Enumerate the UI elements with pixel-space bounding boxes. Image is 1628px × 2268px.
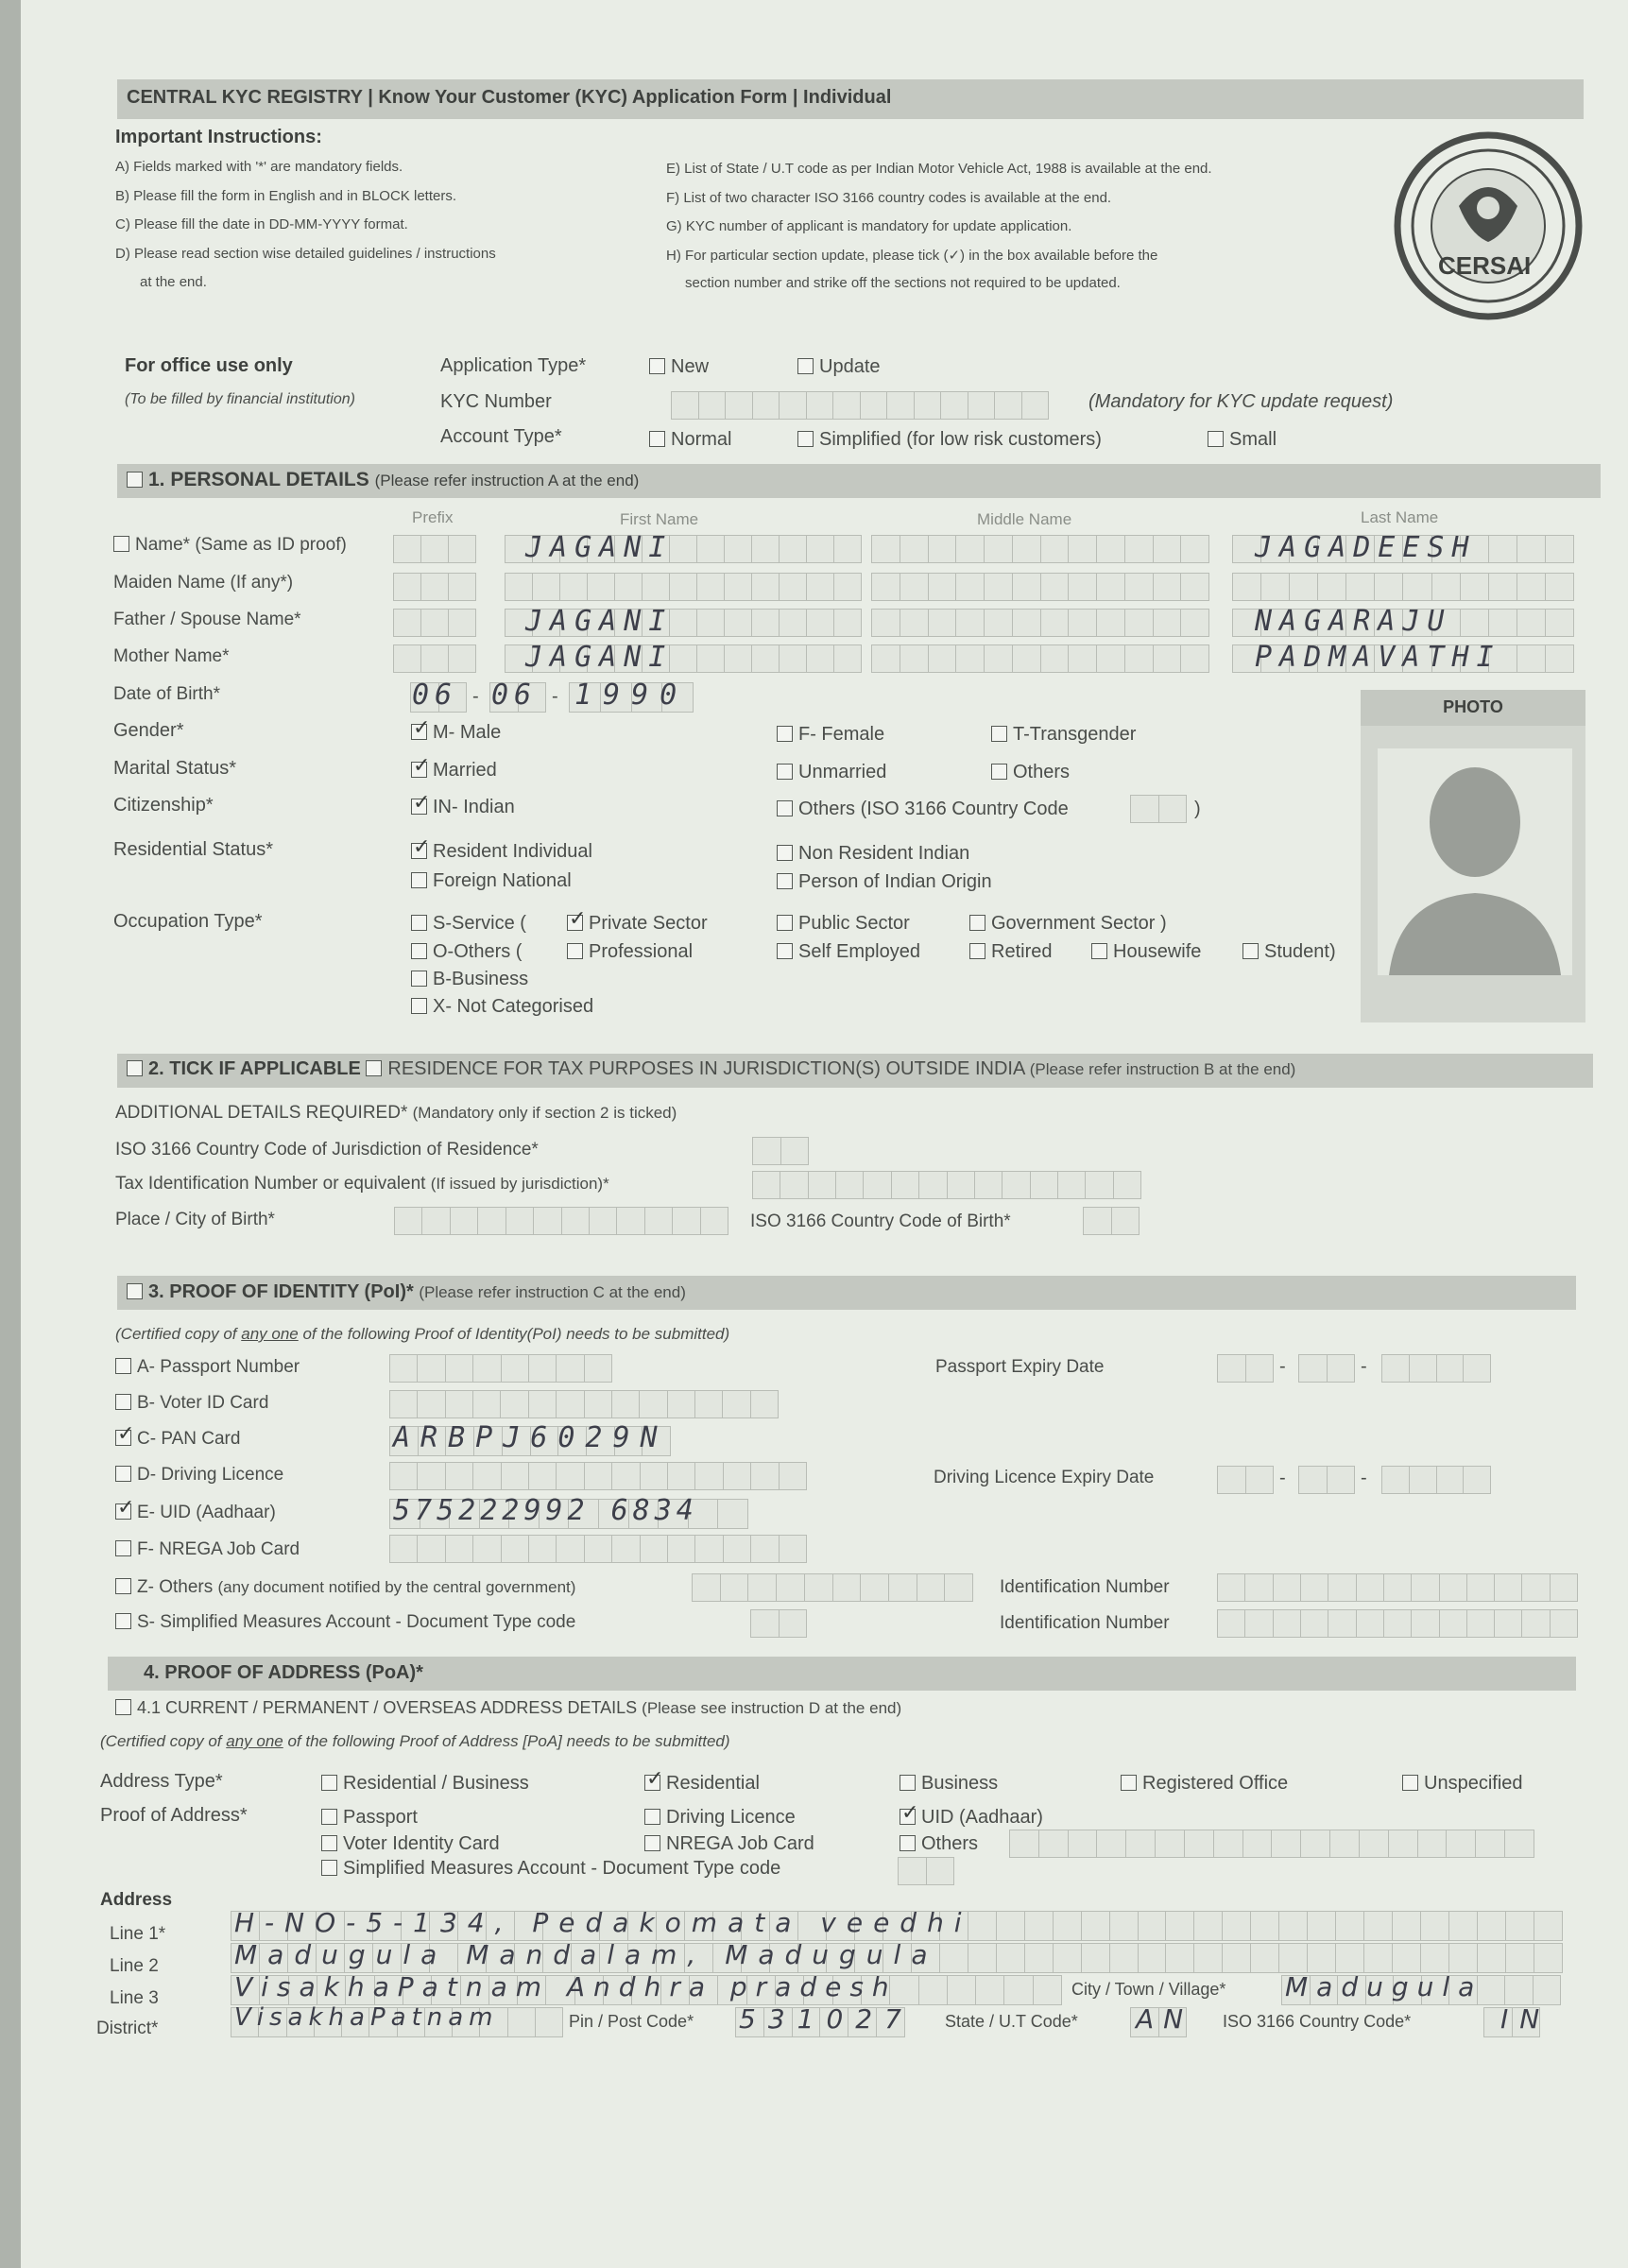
line2-value: Madugula Mandalam, Madugula <box>234 1939 938 1970</box>
update-option[interactable] <box>797 356 881 378</box>
address-type-label: Address Type* <box>100 1771 223 1792</box>
additional-label: ADDITIONAL DETAILS REQUIRED* <box>115 1103 408 1123</box>
nrega-checkbox[interactable] <box>115 1540 131 1556</box>
dob-sep-2: - <box>552 686 558 707</box>
father-middle-grid[interactable] <box>871 609 1209 637</box>
tin-grid[interactable] <box>752 1171 1141 1199</box>
dob-sep-1: - <box>472 686 479 707</box>
father-prefix-grid[interactable] <box>393 609 476 637</box>
poa-passport-checkbox[interactable] <box>321 1809 337 1825</box>
form-title: CENTRAL KYC REGISTRY | Know Your Customer (KYC) Application Form | Individual <box>127 87 892 108</box>
passport-expiry-sep-1: - <box>1279 1356 1286 1377</box>
sma-label: S- Simplified Measures Account - Document Type code <box>137 1612 576 1632</box>
line1-label: Line 1* <box>110 1924 166 1944</box>
dl-row <box>115 1465 283 1486</box>
poa-voter-option[interactable] <box>321 1833 500 1855</box>
address-heading: Address <box>100 1890 173 1910</box>
dl-expiry-sep-1: - <box>1279 1468 1286 1488</box>
passport-row <box>115 1357 300 1378</box>
nri-checkbox[interactable] <box>777 845 793 861</box>
name-label-row <box>113 535 347 556</box>
sma-checkbox[interactable] <box>115 1613 131 1629</box>
gender-label: Gender* <box>113 720 184 741</box>
city-label: City / Town / Village* <box>1071 1980 1226 1999</box>
update-label: Update <box>819 356 881 377</box>
line3-value: VisakhaPatnam Andhra pradesh <box>234 1971 898 2002</box>
office-use-label: For office use only <box>125 355 293 376</box>
name-label: Name* (Same as ID proof) <box>135 535 347 555</box>
residence-checkbox[interactable] <box>366 1060 382 1076</box>
section3-sub-3: of the following Proof of Identity(PoI) needs to be submitted) <box>302 1325 730 1343</box>
retired-checkbox[interactable] <box>969 943 985 959</box>
reg-office-checkbox[interactable] <box>1121 1775 1137 1791</box>
section2-checkbox[interactable] <box>127 1060 143 1076</box>
poa-others-option[interactable] <box>900 1833 978 1855</box>
residential-label: Residential Status* <box>113 839 273 860</box>
iso-jurisdiction-label: ISO 3166 Country Code of Jurisdiction of Residence* <box>115 1140 539 1160</box>
student-checkbox[interactable] <box>1242 943 1259 959</box>
iso-country-label: ISO 3166 Country Code* <box>1223 2012 1412 2031</box>
dl-checkbox[interactable] <box>115 1466 131 1482</box>
nrega-label: F- NREGA Job Card <box>137 1539 300 1559</box>
poa-nrega-checkbox[interactable] <box>644 1835 660 1851</box>
section41-title <box>115 1698 901 1718</box>
additional-details <box>115 1103 677 1124</box>
pio-checkbox[interactable] <box>777 873 793 889</box>
o-others-checkbox[interactable] <box>411 943 427 959</box>
dob-mm-value: 06 <box>491 679 538 712</box>
section2-title-text: 2. TICK IF APPLICABLE <box>148 1058 361 1079</box>
residence-label: RESIDENCE FOR TAX PURPOSES IN JURISDICTION(S) OUTSIDE INDIA <box>387 1058 1025 1079</box>
pin-label: Pin / Post Code* <box>569 2012 694 2031</box>
self-employed-option[interactable] <box>777 941 920 963</box>
housewife-checkbox[interactable] <box>1091 943 1107 959</box>
account-type-label: Account Type* <box>440 426 562 447</box>
professional-label: Professional <box>589 941 694 962</box>
mother-first-value: JAGANI <box>525 641 674 674</box>
section3-sub <box>115 1325 729 1344</box>
service-checkbox[interactable] <box>411 915 427 931</box>
poa-others-checkbox[interactable] <box>900 1835 916 1851</box>
sma-ident-label: Identification Number <box>1000 1613 1170 1633</box>
z-ident-grid[interactable] <box>1217 1573 1578 1602</box>
poa-nrega-option[interactable] <box>644 1833 814 1855</box>
poa-sma-checkbox[interactable] <box>321 1860 337 1876</box>
tin-label-row <box>115 1174 609 1194</box>
normal-label: Normal <box>671 429 732 450</box>
res-bus-option[interactable] <box>321 1773 529 1795</box>
uid-label: E- UID (Aadhaar) <box>137 1503 276 1522</box>
service-option[interactable] <box>411 913 526 935</box>
z-others-grid[interactable] <box>692 1573 973 1602</box>
z-others-note: (any document notified by the central government) <box>217 1578 576 1596</box>
poa-passport-option[interactable] <box>321 1807 418 1829</box>
male-label: M- Male <box>433 722 502 743</box>
uid-checkbox[interactable] <box>115 1503 131 1520</box>
sma-doc-code-grid[interactable] <box>750 1609 807 1638</box>
section4-title: 4. PROOF OF ADDRESS (PoA)* <box>144 1662 423 1683</box>
tin-note: (If issued by jurisdiction)* <box>430 1175 609 1193</box>
cersai-logo <box>1393 130 1584 321</box>
transgender-label: T-Transgender <box>1013 724 1137 745</box>
iso-birth-label: ISO 3166 Country Code of Birth* <box>750 1211 1011 1231</box>
citizen-others-option[interactable] <box>777 799 1069 820</box>
citizen-close-paren: ) <box>1194 799 1201 819</box>
col-last-name: Last Name <box>1361 508 1439 526</box>
poa-sma-option[interactable] <box>321 1858 780 1880</box>
professional-option[interactable] <box>567 941 693 963</box>
additional-note: (Mandatory only if section 2 is ticked) <box>412 1104 677 1122</box>
district-label: District* <box>96 2019 159 2038</box>
business-addr-option[interactable] <box>900 1773 998 1795</box>
father-first-value: JAGANI <box>525 605 674 638</box>
kyc-note: (Mandatory for KYC update request) <box>1088 391 1394 412</box>
marital-others-option[interactable] <box>991 762 1070 783</box>
poa-dl-label: Driving Licence <box>666 1807 796 1828</box>
section41-note: (Please see instruction D at the end) <box>642 1699 902 1717</box>
self-employed-checkbox[interactable] <box>777 943 793 959</box>
name-last-value: JAGADEESH <box>1255 531 1477 564</box>
maiden-last-grid[interactable] <box>1232 573 1574 601</box>
passport-expiry-mm[interactable] <box>1298 1354 1355 1383</box>
o-others-label: O-Others ( <box>433 941 523 962</box>
section1-checkbox[interactable] <box>127 472 143 488</box>
simplified-label: Simplified (for low risk customers) <box>819 429 1102 450</box>
dl-label: D- Driving Licence <box>137 1465 284 1485</box>
kyc-number-grid[interactable] <box>671 391 1049 420</box>
mother-prefix-grid[interactable] <box>393 644 476 673</box>
passport-expiry-label: Passport Expiry Date <box>935 1357 1105 1377</box>
z-others-label: Z- Others <box>137 1577 214 1597</box>
dl-expiry-dd[interactable] <box>1217 1466 1274 1494</box>
transgender-checkbox[interactable] <box>991 726 1007 742</box>
indian-label: IN- Indian <box>433 797 515 817</box>
kyc-form-page <box>21 0 1628 2268</box>
section2-title <box>127 1058 1295 1080</box>
instruction-b: B) Please fill the form in English and in BLOCK letters. <box>115 188 456 204</box>
marital-others-checkbox[interactable] <box>991 764 1007 780</box>
passport-expiry-yyyy[interactable] <box>1381 1354 1491 1383</box>
sma-ident-grid[interactable] <box>1217 1609 1578 1638</box>
instruction-h: H) For particular section update, please tick (✓) in the box available before the <box>666 248 1158 264</box>
iso-country-value: IN <box>1500 2003 1551 2035</box>
col-prefix: Prefix <box>412 508 454 526</box>
district-value: VisakhaPatnam <box>234 2003 499 2032</box>
tin-label: Tax Identification Number or equivalent <box>115 1174 426 1194</box>
poa-dl-checkbox[interactable] <box>644 1809 660 1825</box>
male-checkbox[interactable] <box>411 724 427 740</box>
notcat-label: X- Not Categorised <box>433 996 594 1017</box>
section3-title <box>127 1281 686 1303</box>
transgender-option[interactable] <box>991 724 1136 746</box>
govt-option[interactable] <box>969 913 1167 935</box>
resident-option[interactable] <box>411 841 592 863</box>
voter-label: B- Voter ID Card <box>137 1393 269 1413</box>
nri-option[interactable] <box>777 843 969 865</box>
normal-option[interactable] <box>649 429 731 451</box>
resident-label: Resident Individual <box>433 841 592 862</box>
maiden-middle-grid[interactable] <box>871 573 1209 601</box>
father-label: Father / Spouse Name* <box>113 610 301 629</box>
section4-cert-1: (Certified copy of <box>100 1732 222 1750</box>
res-bus-checkbox[interactable] <box>321 1775 337 1791</box>
male-option[interactable] <box>411 722 501 744</box>
citizen-others-label: Others (ISO 3166 Country Code <box>798 799 1069 819</box>
uid-row <box>115 1503 276 1523</box>
maiden-prefix-grid[interactable] <box>393 573 476 601</box>
nri-label: Non Resident Indian <box>798 843 970 864</box>
z-ident-label: Identification Number <box>1000 1577 1170 1597</box>
business-label: B-Business <box>433 969 529 989</box>
passport-checkbox[interactable] <box>115 1358 131 1374</box>
female-label: F- Female <box>798 724 885 745</box>
new-checkbox[interactable] <box>649 358 665 374</box>
col-first-name: First Name <box>620 510 699 528</box>
marital-label: Marital Status* <box>113 758 237 779</box>
new-label: New <box>671 356 710 377</box>
small-option[interactable] <box>1208 429 1277 451</box>
private-label: Private Sector <box>589 913 708 934</box>
poa-sma-label: Simplified Measures Account - Document Type code <box>343 1858 781 1879</box>
place-birth-grid[interactable] <box>394 1207 728 1235</box>
dob-yyyy-value: 1990 <box>574 679 689 712</box>
pan-value: ARBPJ6029N <box>393 1421 668 1454</box>
name-checkbox[interactable] <box>113 536 129 552</box>
resident-checkbox[interactable] <box>411 843 427 859</box>
residential-addr-label: Residential <box>666 1773 760 1794</box>
kyc-number-label: KYC Number <box>440 391 552 412</box>
instruction-c: C) Please fill the date in DD-MM-YYYY format. <box>115 216 408 232</box>
dl-expiry-mm[interactable] <box>1298 1466 1355 1494</box>
unmarried-label: Unmarried <box>798 762 887 782</box>
instruction-h-cont: section number and strike off the sections not required to be updated. <box>685 275 1121 291</box>
nrega-grid[interactable] <box>389 1535 807 1563</box>
business-addr-checkbox[interactable] <box>900 1775 916 1791</box>
dl-expiry-yyyy[interactable] <box>1381 1466 1491 1494</box>
marital-others-label: Others <box>1013 762 1071 782</box>
office-use-sub: (To be filled by financial institution) <box>125 391 355 407</box>
citizen-country-code-grid[interactable] <box>1130 795 1187 823</box>
section4-cert-2: any one <box>226 1732 283 1750</box>
passport-number-grid[interactable] <box>389 1354 612 1383</box>
poa-voter-label: Voter Identity Card <box>343 1833 500 1854</box>
passport-expiry-sep-2: - <box>1361 1356 1367 1377</box>
business-option[interactable] <box>411 969 528 990</box>
city-value: Madugula <box>1285 1971 1483 2002</box>
unmarried-checkbox[interactable] <box>777 764 793 780</box>
dob-dd-value: 06 <box>412 679 458 712</box>
poa-uid-checkbox[interactable] <box>900 1809 916 1825</box>
notcat-option[interactable] <box>411 996 593 1018</box>
iso-birth-grid[interactable] <box>1083 1207 1140 1235</box>
pan-label: C- PAN Card <box>137 1429 241 1449</box>
business-checkbox[interactable] <box>411 971 427 987</box>
instructions-heading: Important Instructions: <box>115 127 322 147</box>
z-others-row <box>115 1577 575 1598</box>
application-type-label: Application Type* <box>440 355 587 376</box>
section3-title-text: 3. PROOF OF IDENTITY (PoI)* <box>148 1281 414 1302</box>
instruction-e: E) List of State / U.T code as per Indian Motor Vehicle Act, 1988 is available at the end. <box>666 161 1212 177</box>
new-option[interactable] <box>649 356 709 378</box>
govt-checkbox[interactable] <box>969 915 985 931</box>
instruction-d: D) Please read section wise detailed guidelines / instructions <box>115 246 496 262</box>
foreign-checkbox[interactable] <box>411 872 427 888</box>
section1-title-text: 1. PERSONAL DETAILS <box>148 469 369 490</box>
section41-title-text: 4.1 CURRENT / PERMANENT / OVERSEAS ADDRESS DETAILS <box>137 1698 638 1717</box>
female-checkbox[interactable] <box>777 726 793 742</box>
name-prefix-grid[interactable] <box>393 535 476 563</box>
public-label: Public Sector <box>798 913 910 934</box>
poa-others-label: Others <box>921 1833 979 1854</box>
section1-note: (Please refer instruction A at the end) <box>374 472 640 490</box>
poa-uid-label: UID (Aadhaar) <box>921 1807 1043 1828</box>
foreign-label: Foreign National <box>433 870 572 891</box>
state-value: AN <box>1136 2003 1193 2035</box>
retired-label: Retired <box>991 941 1053 962</box>
section3-sub-1: (Certified copy of <box>115 1325 237 1343</box>
unspecified-option[interactable] <box>1402 1773 1523 1795</box>
z-others-checkbox[interactable] <box>115 1578 131 1594</box>
instruction-f: F) List of two character ISO 3166 country codes is available at the end. <box>666 190 1112 206</box>
citizenship-label: Citizenship* <box>113 795 214 816</box>
mother-label: Mother Name* <box>113 646 230 666</box>
res-bus-label: Residential / Business <box>343 1773 529 1794</box>
photo-label: PHOTO <box>1361 690 1585 726</box>
maiden-first-grid[interactable] <box>505 573 862 601</box>
poa-passport-label: Passport <box>343 1807 418 1828</box>
residential-addr-checkbox[interactable] <box>644 1775 660 1791</box>
photo-box[interactable] <box>1361 690 1585 1022</box>
govt-label: Government Sector ) <box>991 913 1167 934</box>
pan-checkbox[interactable] <box>115 1430 131 1446</box>
uid-value: 575222992 6834 <box>393 1494 698 1527</box>
poa-nrega-label: NREGA Job Card <box>666 1833 814 1854</box>
retired-option[interactable] <box>969 941 1052 963</box>
instruction-d-cont: at the end. <box>140 274 207 290</box>
small-checkbox[interactable] <box>1208 431 1224 447</box>
simplified-option[interactable] <box>797 429 1102 451</box>
normal-checkbox[interactable] <box>649 431 665 447</box>
residential-addr-option[interactable] <box>644 1773 760 1795</box>
voter-row <box>115 1393 268 1414</box>
poa-dl-option[interactable] <box>644 1807 796 1829</box>
unmarried-option[interactable] <box>777 762 886 783</box>
section3-checkbox[interactable] <box>127 1283 143 1299</box>
instruction-a: A) Fields marked with '*' are mandatory fields. <box>115 159 403 175</box>
business-addr-label: Business <box>921 1773 999 1794</box>
proof-address-label: Proof of Address* <box>100 1805 248 1826</box>
section4-cert-3: of the following Proof of Address [PoA] needs to be submitted) <box>287 1732 730 1750</box>
section3-note: (Please refer instruction C at the end) <box>419 1283 686 1301</box>
passport-label: A- Passport Number <box>137 1357 300 1377</box>
place-birth-label: Place / City of Birth* <box>115 1210 275 1229</box>
section4-cert <box>100 1732 730 1751</box>
dl-expiry-label: Driving Licence Expiry Date <box>934 1468 1155 1487</box>
o-others-option[interactable] <box>411 941 522 963</box>
section41-checkbox[interactable] <box>115 1699 131 1715</box>
indian-checkbox[interactable] <box>411 799 427 815</box>
mother-last-value: PADMAVATHI <box>1255 641 1501 674</box>
professional-checkbox[interactable] <box>567 943 583 959</box>
poa-sma-grid[interactable] <box>898 1857 954 1885</box>
unspecified-label: Unspecified <box>1424 1773 1523 1794</box>
pio-label: Person of Indian Origin <box>798 871 992 892</box>
photo-placeholder-icon <box>1361 737 1585 1002</box>
sma-row <box>115 1612 575 1633</box>
section1-title <box>127 469 639 491</box>
housewife-label: Housewife <box>1113 941 1202 962</box>
dl-grid[interactable] <box>389 1462 807 1490</box>
mother-middle-grid[interactable] <box>871 644 1209 673</box>
section3-sub-2: any one <box>241 1325 299 1343</box>
nrega-row <box>115 1539 300 1560</box>
maiden-label: Maiden Name (If any*) <box>113 573 294 593</box>
pio-option[interactable] <box>777 871 992 893</box>
private-checkbox[interactable] <box>567 915 583 931</box>
name-first-value: JAGANI <box>525 531 674 564</box>
passport-expiry-dd[interactable] <box>1217 1354 1274 1383</box>
pan-row <box>115 1429 240 1450</box>
citizen-others-checkbox[interactable] <box>777 800 793 816</box>
married-label: Married <box>433 760 497 781</box>
public-option[interactable] <box>777 913 910 935</box>
public-checkbox[interactable] <box>777 915 793 931</box>
student-option[interactable] <box>1242 941 1336 963</box>
foreign-option[interactable] <box>411 870 572 892</box>
small-label: Small <box>1229 429 1277 450</box>
married-option[interactable] <box>411 760 497 782</box>
father-last-value: NAGARAJU <box>1255 605 1452 638</box>
voter-checkbox[interactable] <box>115 1394 131 1410</box>
reg-office-option[interactable] <box>1121 1773 1288 1795</box>
line1-value: H-NO-5-134, Pedakomata veedhi <box>234 1907 972 1938</box>
dl-expiry-sep-2: - <box>1361 1468 1367 1488</box>
col-middle-name: Middle Name <box>977 510 1072 528</box>
housewife-option[interactable] <box>1091 941 1201 963</box>
service-label: S-Service ( <box>433 913 526 934</box>
line3-label: Line 3 <box>110 1988 159 2008</box>
section2-note: (Please refer instruction B at the end) <box>1029 1060 1296 1078</box>
instruction-g: G) KYC number of applicant is mandatory for update application. <box>666 218 1072 234</box>
married-checkbox[interactable] <box>411 762 427 778</box>
line2-label: Line 2 <box>110 1956 159 1976</box>
poa-others-grid[interactable] <box>1009 1830 1534 1858</box>
update-checkbox[interactable] <box>797 358 814 374</box>
unspecified-checkbox[interactable] <box>1402 1775 1418 1791</box>
state-label: State / U.T Code* <box>945 2012 1078 2031</box>
iso-jurisdiction-grid[interactable] <box>752 1137 809 1165</box>
poa-uid-option[interactable] <box>900 1807 1043 1829</box>
poa-voter-checkbox[interactable] <box>321 1835 337 1851</box>
private-option[interactable] <box>567 913 708 935</box>
reg-office-label: Registered Office <box>1142 1773 1289 1794</box>
female-option[interactable] <box>777 724 884 746</box>
indian-option[interactable] <box>411 797 515 818</box>
self-employed-label: Self Employed <box>798 941 920 962</box>
occupation-label: Occupation Type* <box>113 911 263 932</box>
dob-label: Date of Birth* <box>113 684 220 704</box>
notcat-checkbox[interactable] <box>411 998 427 1014</box>
voter-grid[interactable] <box>389 1390 779 1418</box>
name-middle-grid[interactable] <box>871 535 1209 563</box>
logo-text: CERSAI <box>1438 251 1532 280</box>
simplified-checkbox[interactable] <box>797 431 814 447</box>
pin-value: 531027 <box>739 2003 914 2035</box>
student-label: Student) <box>1264 941 1336 962</box>
